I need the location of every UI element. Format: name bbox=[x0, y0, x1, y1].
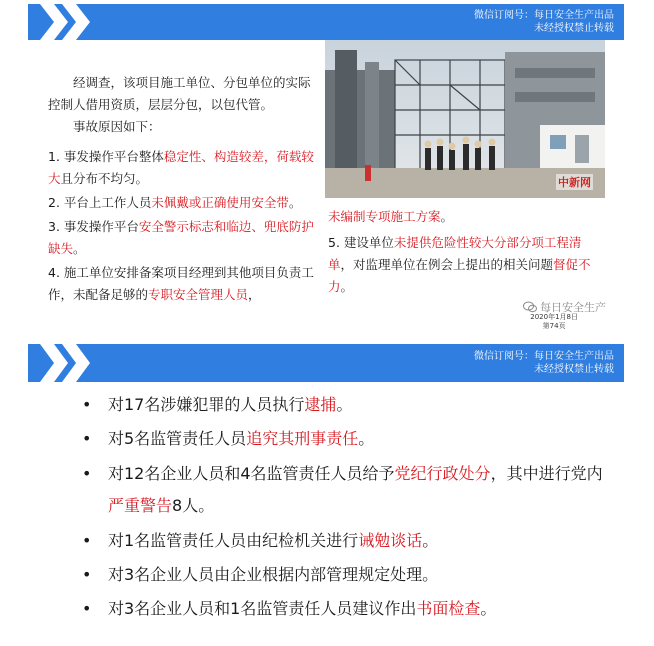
chevron-right-icon bbox=[58, 344, 94, 382]
cause-item-5: 5. 建设单位未提供危险性较大分部分项工程清单，对监理单位在例会上提出的相关问题督促不力。 bbox=[328, 235, 591, 294]
construction-site-photo bbox=[325, 40, 605, 198]
cause-item-1: 1. 事发操作平台整体稳定性、构造较差，荷载较大且分布不均匀。 bbox=[48, 149, 314, 186]
penalty-list bbox=[82, 390, 612, 628]
cause-item-4: 4. 施工单位安排备案项目经理到其他项目负责工作，未配备足够的专职安全管理人员， bbox=[48, 265, 314, 302]
list-item: • 对12名企业人员和4名监管责任人员给予党纪行政处分，其中进行党内严重警告8人。 bbox=[82, 458, 612, 522]
header-copyright: 微信订阅号：每日安全生产出品 未经授权禁止转载 bbox=[474, 351, 614, 375]
list-item: • 对17名涉嫌犯罪的人员执行逮捕。 bbox=[82, 390, 612, 420]
wechat-icon bbox=[523, 301, 537, 313]
header-copyright: 微信订阅号：每日安全生产出品 未经授权禁止转载 bbox=[474, 10, 614, 34]
slide-date-stamp: 2020年1月8日 第74页 bbox=[530, 313, 578, 330]
slide-header bbox=[28, 4, 624, 40]
slide-body bbox=[28, 40, 624, 337]
wechat-watermark: 每日安全生产 bbox=[523, 299, 606, 315]
photo-watermark: 中新网 bbox=[558, 176, 591, 189]
list-item: • 对5名监管责任人员追究其刑事责任。 bbox=[82, 424, 612, 454]
cause-title: 事故原因如下： bbox=[73, 119, 161, 134]
intro-paragraph: 经调查，该项目施工单位、分包单位的实际控制人借用资质，层层分包，以包代管。 bbox=[48, 75, 311, 112]
cause-item-2: 2. 平台上工作人员未佩戴或正确使用安全带。 bbox=[48, 195, 302, 210]
slide-penalties bbox=[28, 344, 624, 646]
slide-investigation bbox=[28, 4, 624, 337]
list-item: • 对3名企业人员由企业根据内部管理规定处理。 bbox=[82, 560, 612, 590]
list-item: • 对3名企业人员和1名监管责任人员建议作出书面检查。 bbox=[82, 594, 612, 624]
cause-item-3: 3. 事发操作平台安全警示标志和临边、兜底防护缺失。 bbox=[48, 219, 314, 256]
slide-header bbox=[28, 344, 624, 382]
cause-item-4-continued: 未编制专项施工方案。 bbox=[328, 209, 454, 224]
chevron-right-icon bbox=[58, 4, 94, 40]
list-item: • 对1名监管责任人员由纪检机关进行诫勉谈话。 bbox=[82, 526, 612, 556]
